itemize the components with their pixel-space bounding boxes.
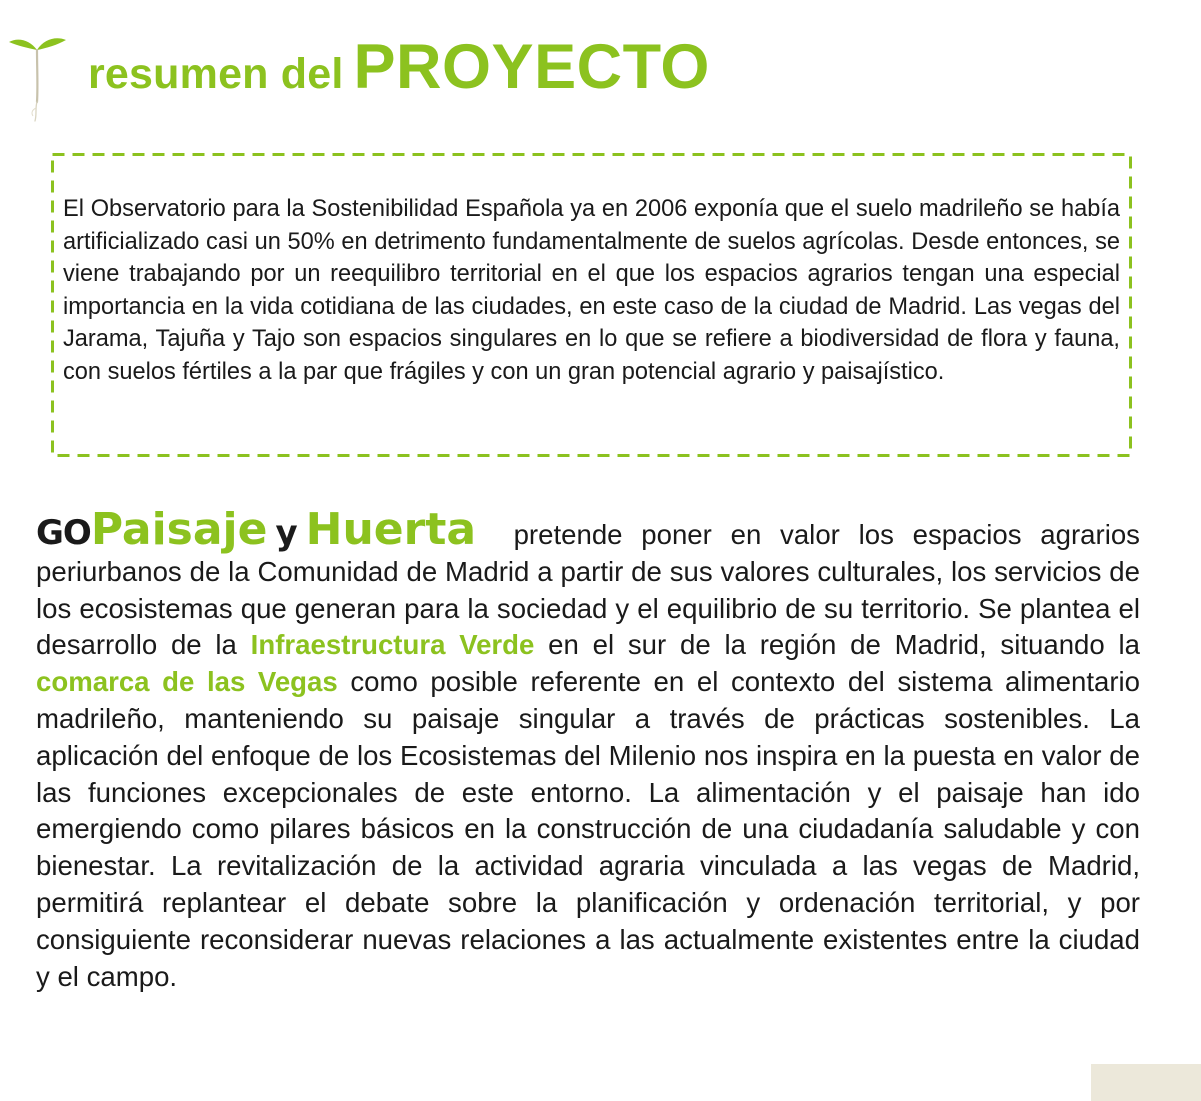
summary-box (51, 153, 1132, 457)
title-part-proyecto: PROYECTO (353, 32, 710, 102)
highlight-infraestructura-verde: Infraestructura Verde (250, 629, 535, 661)
highlight-comarca-vegas: comarca de las Vegas (36, 666, 338, 698)
brand-y: y (275, 513, 298, 553)
main-text-part1: pretende poner en valor los espacios agrarios periurbanos de la Comunidad de Madrid a partir de sus valores culturales, los servicios de los ecosistemas que generan para la sociedad y el equilibrio de su territorio. Se plantea el desarrollo de la (36, 519, 1140, 661)
main-text-part2: en el sur de la región de Madrid, situando la (534, 629, 1141, 661)
brand-go: GO (36, 513, 91, 553)
main-text-part3: como posible referente en el contexto del sistema alimentario madrileño, manteniendo su paisaje singular a través de prácticas sostenibles. La aplicación del enfoque de los Ecosistemas del Milenio nos inspira en la puesta en valor de las funciones excepcionales de este entorno. La alimentación y el paisaje han ido emergiendo como pilares básicos en la construcción de una ciudadanía saludable y con bienestar. La revitalización de la actividad agraria vinculada a las vegas de Madrid, permitirá replantear el debate sobre la planificación y ordenación territorial, y por consiguiente reconsiderar nuevas relaciones a las actualmente existentes entre la ciudad y el campo. (36, 666, 1140, 992)
brand-huerta: Huerta (305, 504, 477, 555)
brand-paisaje: Paisaje (90, 504, 268, 555)
summary-text: El Observatorio para la Sostenibilidad Española ya en 2006 exponía que el suelo madrileño se había artificializado casi un 50% en detrimento fundamentalmente de suelos agrícolas. Desde entonces, se viene trabajando por un reequilibro territorial en el que los espacios agrarios tengan una especial importancia en la vida cotidiana de las ciudades, en este caso de la ciudad de Madrid. Las vegas del Jarama, Tajuña y Tajo son espacios singulares en lo que se refiere a biodiversidad de flora y fauna, con suelos fértiles a la par que frágiles y con un gran potencial agrario y paisajístico. (63, 196, 1120, 385)
corner-tab (1091, 1064, 1201, 1101)
main-paragraph (36, 504, 1141, 995)
sprout-icon (6, 28, 68, 124)
title-part-resumen: resumen del (88, 50, 344, 98)
page-title (88, 32, 710, 102)
